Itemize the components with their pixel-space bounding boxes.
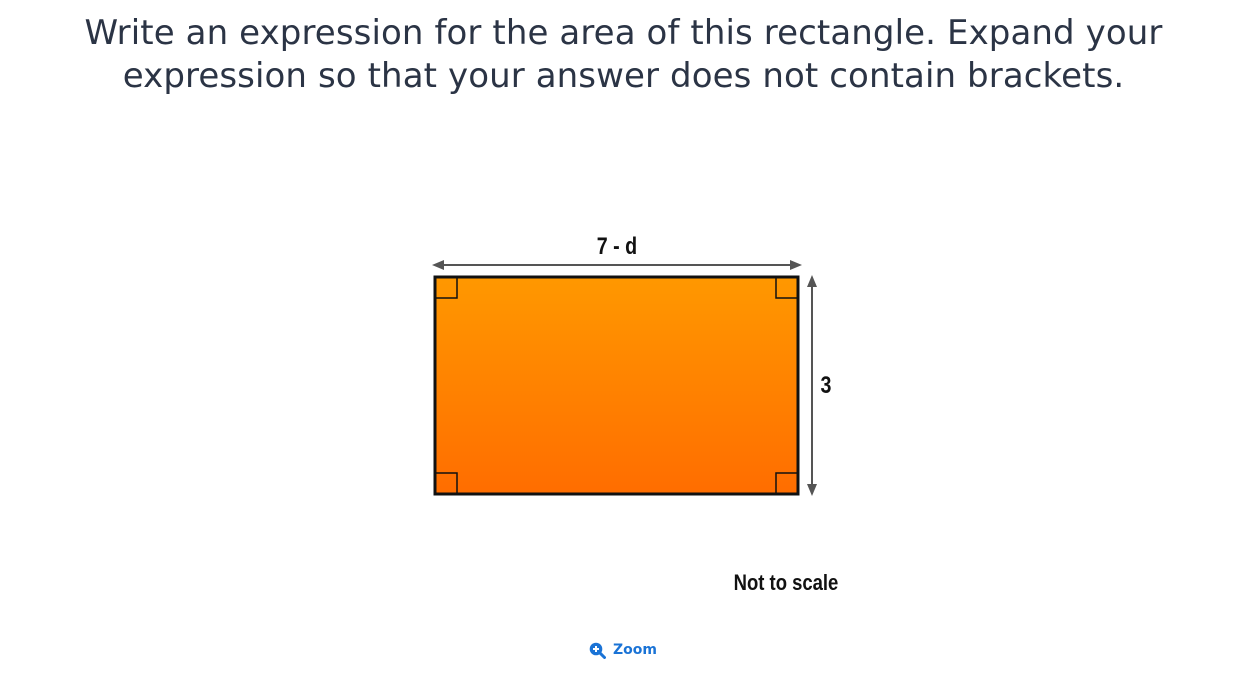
question-line-2: expression so that your answer does not contain brackets. [122, 56, 1125, 96]
width-dimension-arrow [432, 260, 802, 270]
zoom-in-icon [589, 642, 606, 659]
not-to-scale-note: Not to scale [733, 571, 839, 596]
zoom-label: Zoom [613, 642, 657, 658]
question-line-1: Write an expression for the area of this rectangle. Expand your [84, 13, 1163, 53]
height-label: 3 [820, 371, 832, 399]
zoom-button[interactable] [589, 640, 657, 660]
rectangle-shape [435, 277, 798, 494]
height-dimension-arrow [807, 275, 817, 496]
width-label: 7 - d [596, 232, 638, 260]
